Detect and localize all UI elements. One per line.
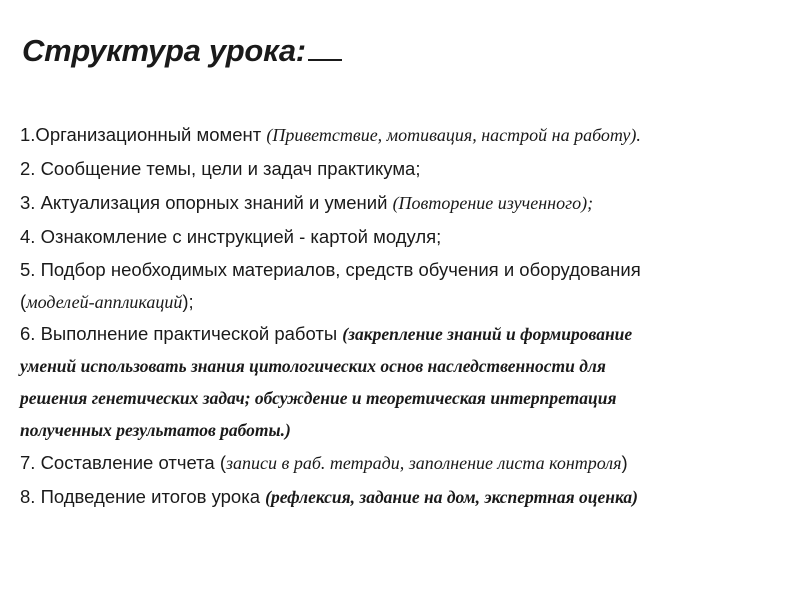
item-note: (Приветствие, мотивация, настрой на работу). — [266, 125, 641, 145]
item-paren: ) — [621, 452, 628, 473]
item-text: 5. Подбор необходимых материалов, средств обучения и оборудования — [20, 259, 641, 280]
list-item — [20, 220, 790, 254]
item-paren: ( — [20, 291, 27, 312]
item-paren: ( — [219, 452, 227, 473]
item-text: 8. Подведение итогов урока — [20, 486, 266, 507]
slide-title-text: Структура урока: — [22, 33, 306, 68]
list-item — [20, 446, 790, 480]
item-note-line: полученных результатов работы.) — [20, 420, 291, 440]
item-text: 3. Актуализация опорных знаний и умений — [20, 192, 393, 213]
item-note-line: умений использовать знания цитологических основ наследственности для — [20, 356, 606, 376]
item-note: записи в раб. тетради, заполнение листа контроля — [226, 453, 622, 473]
item-text: 1.Организационный момент — [20, 124, 267, 145]
slide-title — [22, 33, 342, 69]
item-text: 2. Сообщение темы, цели и задач практикума; — [20, 158, 421, 179]
list-item — [20, 118, 790, 152]
list-item — [20, 186, 790, 220]
list-item — [20, 254, 790, 318]
item-note: (Повторение изученного); — [392, 193, 594, 213]
title-underline — [308, 58, 342, 61]
item-note: моделей-аппликаций — [26, 292, 183, 312]
item-text: 6. Выполнение практической работы — [20, 323, 343, 344]
list-item — [20, 480, 790, 514]
item-note: (закрепление знаний и формирование — [342, 324, 633, 344]
list-item — [20, 152, 790, 186]
item-paren: ); — [182, 291, 194, 312]
lesson-structure-list — [20, 118, 790, 514]
item-note: (рефлексия, задание на дом, экспертная оценка) — [265, 487, 639, 507]
list-item — [20, 318, 790, 446]
item-text: 4. Ознакомление с инструкцией - картой модуля; — [20, 226, 442, 247]
item-note-line: решения генетических задач; обсуждение и теоретическая интерпретация — [20, 388, 617, 408]
item-text: 7. Составление отчета — [20, 452, 220, 473]
